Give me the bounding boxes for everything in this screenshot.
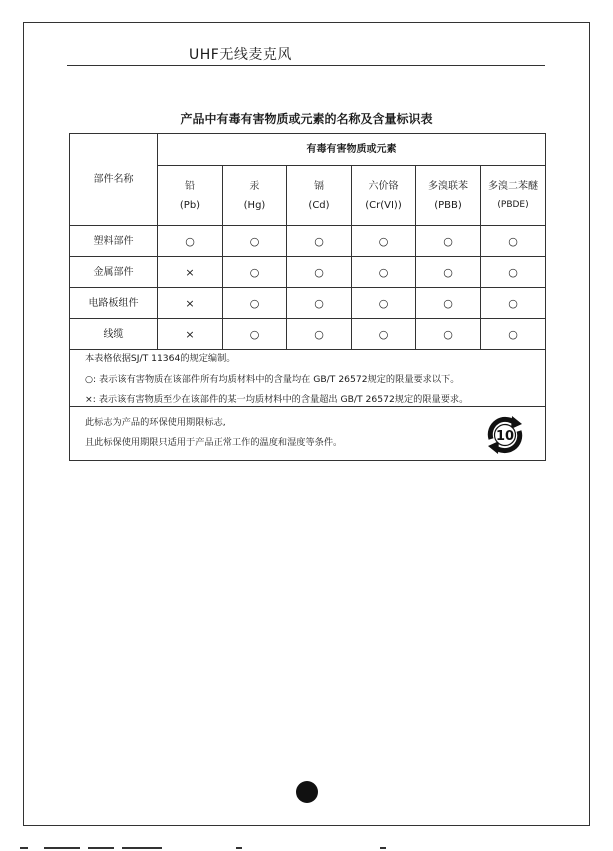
epp-note: 此标志为产品的环保使用期限标志, <box>85 417 226 428</box>
table-cell: ○ <box>443 327 453 341</box>
hazardous-substances-table <box>69 133 546 461</box>
epp-number: 10 <box>495 429 515 444</box>
environmental-protection-period-icon <box>482 412 528 458</box>
substance-symbol: (PBDE) <box>497 199 529 210</box>
substance-symbol: (PBB) <box>434 199 462 211</box>
header-rule <box>67 65 545 66</box>
part-name-cell: 电路板组件 <box>88 297 139 309</box>
table-cell: ○ <box>249 327 260 341</box>
table-divider <box>70 349 545 350</box>
table-cell: ○ <box>508 296 518 310</box>
page-marker <box>296 781 318 803</box>
column-header <box>481 166 545 225</box>
column-header <box>223 166 286 225</box>
substance-symbol: (Pb) <box>179 199 201 211</box>
table-note: ○: 表示该有害物质在该部件所有均质材料中的含量均在 GB/T 26572规定的限量要求以下。 <box>85 374 460 385</box>
table-cell: ○ <box>378 265 389 279</box>
table-cell: ○ <box>508 265 518 279</box>
part-name-cell: 塑料部件 <box>93 235 134 247</box>
table-cell: ○ <box>443 296 453 310</box>
substance-name: 多溴二苯醚 <box>488 180 538 192</box>
substance-name: 镉 <box>314 180 324 192</box>
substance-name: 多溴联苯 <box>428 180 468 192</box>
footer-crop-marks <box>0 846 613 851</box>
table-cell: ○ <box>378 327 389 341</box>
table-cell: ○ <box>508 234 518 248</box>
column-header <box>158 166 222 225</box>
substance-name: 汞 <box>249 180 260 192</box>
table-cell: ○ <box>314 296 324 310</box>
substance-name: 六价铬 <box>368 180 399 192</box>
substance-group-header: 有毒有害物质或元素 <box>306 144 397 155</box>
epp-note: 且此标保使用期限只适用于产品正常工作的温度和湿度等条件。 <box>85 437 343 448</box>
column-header <box>287 166 351 225</box>
table-cell: ○ <box>185 234 195 248</box>
table-cell: ○ <box>508 327 518 341</box>
table-cell: ○ <box>249 296 260 310</box>
table-cell: ○ <box>314 234 324 248</box>
table-cell: ○ <box>378 296 389 310</box>
column-header <box>352 166 415 225</box>
table-cell: ○ <box>314 265 324 279</box>
substance-symbol: (Cd) <box>308 199 330 211</box>
table-cell: ○ <box>249 265 260 279</box>
table-cell: ○ <box>443 265 453 279</box>
document-title: UHF无线麦克风 <box>189 47 292 63</box>
table-cell: ○ <box>443 234 453 248</box>
part-name-cell: 金属部件 <box>93 266 134 278</box>
table-cell: × <box>185 265 195 279</box>
table-cell: × <box>185 296 195 310</box>
table-note: ×: 表示该有害物质至少在该部件的某一均质材料中的含量超出 GB/T 26572规定的限量要求。 <box>85 394 469 405</box>
table-title: 产品中有毒有害物质或元素的名称及含量标识表 <box>180 112 433 126</box>
substance-symbol: (Cr(VI)) <box>365 199 402 211</box>
column-header <box>416 166 480 225</box>
part-name-header: 部件名称 <box>93 174 134 185</box>
table-cell: ○ <box>249 234 260 248</box>
substance-name: 铅 <box>185 180 195 192</box>
table-cell: ○ <box>378 234 389 248</box>
substance-symbol: (Hg) <box>243 199 266 211</box>
part-name-cell: 线缆 <box>103 328 124 340</box>
table-cell: ○ <box>314 327 324 341</box>
table-cell: × <box>185 327 195 341</box>
table-note: 本表格依据SJ/T 11364的规定编制。 <box>85 353 236 364</box>
